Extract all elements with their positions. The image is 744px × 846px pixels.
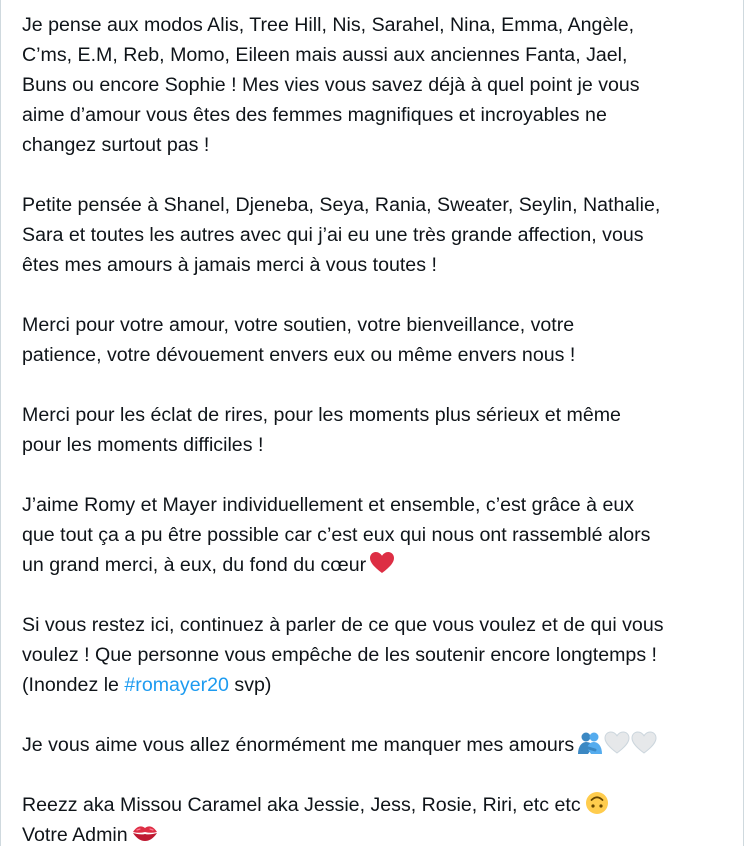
paragraph-je-vous-aime <box>22 730 732 760</box>
paragraph-merci-rires <box>22 400 732 460</box>
paragraph-romy-mayer <box>22 490 732 580</box>
text-line: changez surtout pas ! <box>22 134 210 156</box>
text-line: que tout ça a pu être possible car c’est eux qui nous ont rassemblé alors <box>22 524 651 546</box>
text-line: Sara et toutes les autres avec qui j’ai eu une très grande affection, vous <box>22 224 644 246</box>
text-line-with-emoji <box>22 550 732 580</box>
upside-down-face-icon <box>584 791 610 815</box>
text-line: Merci pour votre amour, votre soutien, votre bienveillance, votre <box>22 314 575 336</box>
text-line: J’aime Romy et Mayer individuellement et ensemble, c’est grâce à eux <box>22 494 635 516</box>
text-line: Merci pour les éclat de rires, pour les moments plus sérieux et même <box>22 404 621 426</box>
text-line-content: Reezz aka Missou Caramel aka Jessie, Jess, Rosie, Riri, etc etc <box>22 794 581 816</box>
text-line-with-emoji <box>22 730 732 760</box>
text-line: pour les moments difficiles ! <box>22 434 264 456</box>
text-fragment: (Inondez le <box>22 674 125 696</box>
text-line-with-emoji <box>22 820 732 846</box>
text-line: Buns ou encore Sophie ! Mes vies vous savez déjà à quel point je vous <box>22 74 640 96</box>
paragraph-signature <box>22 790 732 846</box>
text-line: patience, votre dévouement envers eux ou même envers nous ! <box>22 344 576 366</box>
text-line: Si vous restez ici, continuez à parler de ce que vous voulez et de qui vous <box>22 614 664 636</box>
white-heart-icon <box>631 731 657 755</box>
kiss-mark-icon <box>131 821 159 845</box>
text-fragment: svp) <box>228 674 272 696</box>
hashtag-link[interactable]: #romayer20 <box>124 674 229 696</box>
text-line-content: un grand merci, à eux, du fond du cœur <box>22 554 367 576</box>
paragraph-petite-pensee <box>22 190 732 280</box>
text-line-content: Votre Admin <box>22 824 128 846</box>
tweet-text <box>22 10 732 846</box>
text-line-content: Je vous aime vous allez énormément me manquer mes amours <box>22 734 575 756</box>
red-heart-icon <box>369 551 395 575</box>
text-line: aime d’amour vous êtes des femmes magnifiques et incroyables ne <box>22 104 607 126</box>
paragraph-merci-amour <box>22 310 732 370</box>
text-line: voulez ! Que personne vous empêche de les soutenir encore longtemps ! <box>22 644 657 666</box>
people-hugging-icon <box>577 731 603 755</box>
text-line: êtes mes amours à jamais merci à vous toutes ! <box>22 254 437 276</box>
text-line: C’ms, E.M, Reb, Momo, Eileen mais aussi aux anciennes Fanta, Jael, <box>22 44 628 66</box>
paragraph-restez-ici <box>22 610 732 700</box>
white-heart-icon <box>604 731 630 755</box>
text-line-with-emoji <box>22 790 732 820</box>
paragraph-modos <box>22 10 732 160</box>
text-line-with-hashtag <box>22 670 732 700</box>
text-line: Je pense aux modos Alis, Tree Hill, Nis, Sarahel, Nina, Emma, Angèle, <box>22 14 635 36</box>
text-line: Petite pensée à Shanel, Djeneba, Seya, Rania, Sweater, Seylin, Nathalie, <box>22 194 661 216</box>
